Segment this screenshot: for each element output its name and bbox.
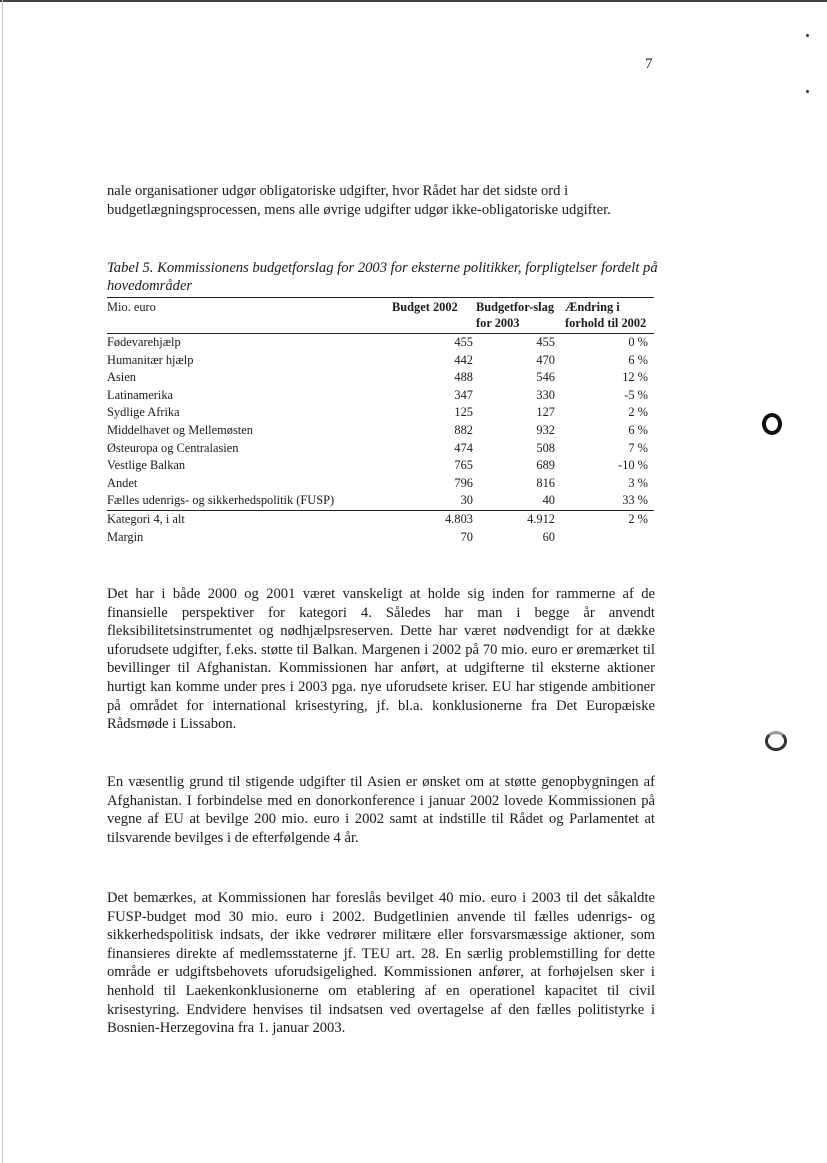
cell-aendring: 2 % [628, 511, 648, 526]
cell-forslag-2003: 40 [542, 493, 555, 508]
row-label: Fødevarehjælp [107, 335, 181, 349]
header-forslag-2003: Budgetfor-slag for 2003 [476, 300, 555, 330]
page-left-edge [2, 0, 3, 1163]
punch-hole-mark [765, 731, 787, 751]
row-label: Vestlige Balkan [107, 458, 186, 473]
cell-forslag-2003: 508 [536, 440, 555, 455]
row-label: Østeuropa og Centralasien [107, 440, 239, 455]
cell-budget-2002: 765 [454, 458, 473, 473]
table-row [107, 422, 654, 440]
intro-paragraph: nale organisationer udgør obligatoriske udgifter, hvor Rådet har det sidste ord i budgetlægningsprocessen, mens alle øvrige udgifter udgør ikke-obligatoriske udgifter. [107, 183, 611, 218]
table-row [107, 492, 654, 510]
page-top-border [0, 0, 827, 2]
cell-budget-2002: 882 [454, 422, 473, 437]
budget-table-container [107, 297, 654, 546]
cell-aendring: 3 % [628, 475, 648, 490]
page-number: 7 [645, 56, 653, 72]
table-row [107, 387, 654, 405]
cell-budget-2002: 125 [454, 405, 473, 420]
header-aendring: Ændring i forhold til 2002 [565, 300, 647, 330]
budget-table [107, 297, 654, 546]
cell-forslag-2003: 816 [536, 475, 555, 490]
cell-budget-2002: 30 [460, 493, 473, 508]
cell-budget-2002: 796 [454, 475, 473, 490]
cell-aendring: 6 % [628, 352, 648, 367]
cell-budget-2002: 347 [454, 387, 473, 402]
table-row [107, 457, 654, 475]
cell-forslag-2003: 689 [536, 458, 555, 473]
scan-speck [806, 90, 809, 93]
table-row [107, 475, 654, 493]
table-row [107, 369, 654, 387]
paragraph-financial-perspectives: Det har i både 2000 og 2001 været vanskeligt at holde sig inden for rammerne af de finansielle perspektiver for kategori 4. Således har man i begge år anvendt fleksibilitetsinstrumentet og nødhjælpsreserven. Dette har været nødvendigt for at dække uforudsete udgifter, f.eks. støtte til Balkan. Margenen i 2002 på 70 mio. euro er øremærket til bevillinger til Afghanistan. Kommissionen har anført, at udgifterne til eksterne aktioner hurtigt kan komme under pres i 2003 pga. nye uforudsete kriser. EU har stigende ambitioner på området for international krisestyring, jf. bl.a. konklusionerne fra Det Europæiske Rådsmøde i Lissabon. [107, 586, 655, 733]
cell-forslag-2003: 4.912 [527, 511, 555, 526]
table-caption: Tabel 5. Kommissionens budgetforslag for 2003 for eksterne politikker, forpligtelser fordelt på hovedområder [107, 260, 658, 294]
cell-aendring [565, 529, 654, 547]
paragraph-asia-afghanistan: En væsentlig grund til stigende udgifter til Asien er ønsket om at støtte genopbygningen af Afghanistan. I forbindelse med en donorkonference i januar 2002 lovede Kommissionen på vegne af EU at bevilge 200 mio. euro i 2002 samt at indstille til Rådet og Parlamentet at tilsvarende bevilges i de efterfølgende 4 år. [107, 774, 655, 846]
row-label: Fælles udenrigs- og sikkerhedspolitik (FUSP) [107, 493, 335, 508]
cell-forslag-2003: 330 [536, 387, 555, 402]
cell-aendring: -5 % [624, 387, 648, 402]
cell-budget-2002: 455 [454, 335, 473, 349]
header-budget-2002: Budget 2002 [392, 300, 458, 314]
table-row [107, 352, 654, 370]
punch-hole-mark [762, 413, 782, 435]
row-label: Asien [107, 370, 136, 385]
cell-budget-2002: 442 [454, 352, 473, 367]
cell-budget-2002: 488 [454, 370, 473, 385]
paragraph-fusp-budget: Det bemærkes, at Kommissionen har foreslås bevilget 40 mio. euro i 2003 til det såkaldte FUSP-budget mod 30 mio. euro i 2002. Budgetlinien anvende til fælles udenrigs- og sikkerhedspolitisk indsats, der ikke vedrører militære eller forsvarsmæssige aktioner, som finansieres direkte af medlemsstaterne jf. TEU art. 28. En særlig problemstilling for dette område er udgiftsbehovets uforudsigelighed. Kommissionen anfører, at forhøjelsen sker i henhold til Laekenkonklusionerne om etablering af en operationel kapacitet til civil krisestyring. Endvidere henvises til indsatsen ved overtagelse af den fælles politistyrke i Bosnien-Herzegovina fra 1. januar 2003. [107, 890, 655, 1037]
cell-aendring: -10 % [618, 458, 648, 473]
row-label: Andet [107, 475, 138, 490]
table-row [107, 510, 654, 528]
cell-aendring: 2 % [628, 405, 648, 420]
row-label: Humanitær hjælp [107, 352, 194, 367]
table-body [107, 334, 654, 547]
cell-budget-2002: 474 [454, 440, 473, 455]
cell-budget-2002: 4.803 [445, 511, 473, 526]
cell-forslag-2003: 546 [536, 370, 555, 385]
table-row [107, 440, 654, 458]
row-label: Margin [107, 529, 144, 544]
row-label: Kategori 4, i alt [107, 511, 185, 526]
table-row [107, 334, 654, 352]
cell-forslag-2003: 455 [536, 335, 555, 349]
row-label: Latinamerika [107, 387, 174, 402]
table-header-row [107, 298, 654, 334]
table-row [107, 529, 654, 547]
cell-forslag-2003: 60 [542, 529, 555, 544]
cell-forslag-2003: 127 [536, 405, 555, 420]
header-label: Mio. euro [107, 300, 156, 314]
cell-aendring: 12 % [622, 370, 648, 385]
scan-speck [806, 34, 809, 37]
row-label: Middelhavet og Mellemøsten [107, 422, 253, 437]
cell-forslag-2003: 470 [536, 352, 555, 367]
cell-aendring: 33 % [622, 493, 648, 508]
row-label: Sydlige Afrika [107, 405, 180, 420]
table-row [107, 404, 654, 422]
cell-budget-2002: 70 [460, 529, 473, 544]
cell-forslag-2003: 932 [536, 422, 555, 437]
cell-aendring: 7 % [628, 440, 648, 455]
cell-aendring: 0 % [628, 335, 648, 349]
cell-aendring: 6 % [628, 422, 648, 437]
